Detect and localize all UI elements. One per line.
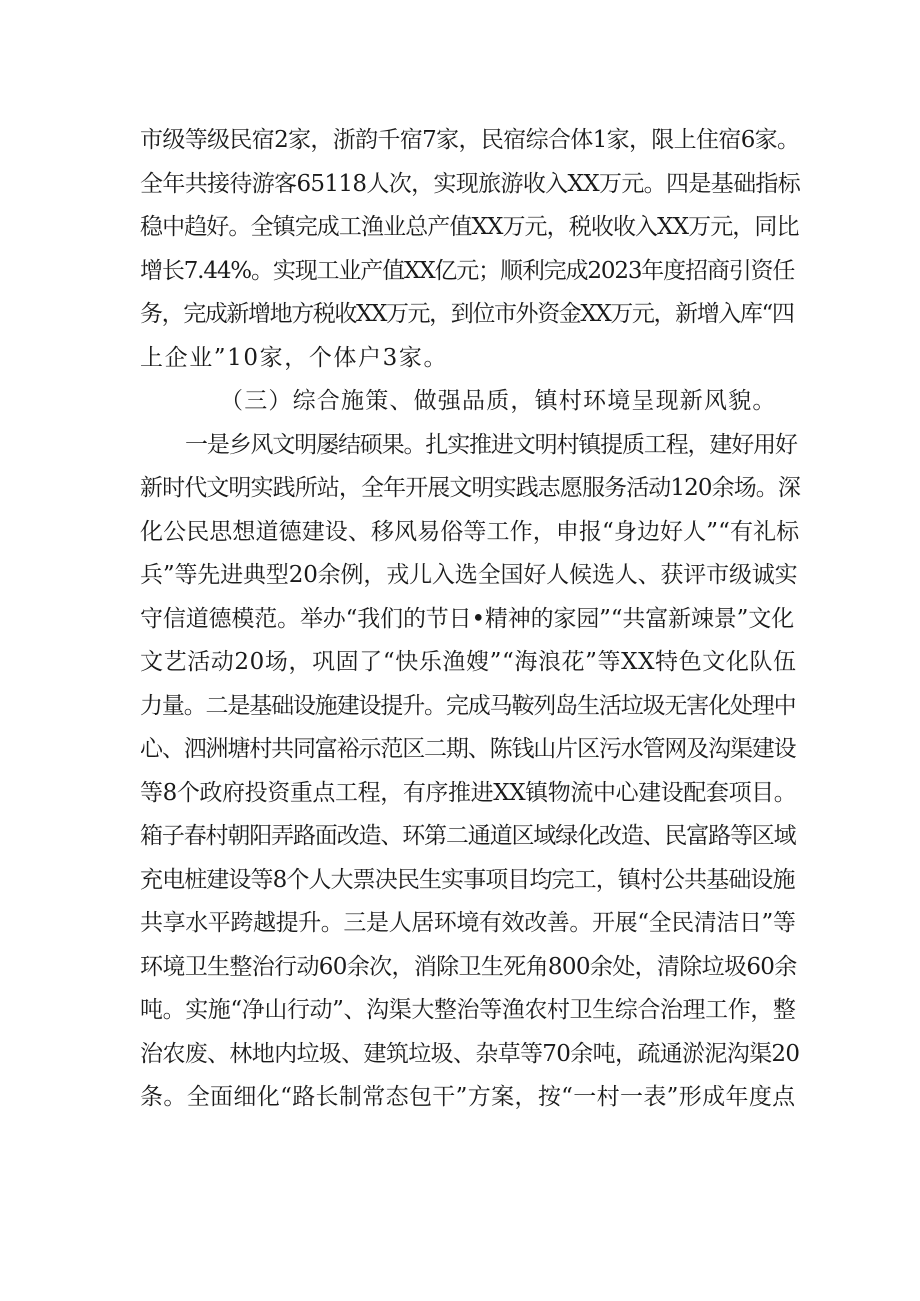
text-line: 兵”等先进典型20余例，戎儿入选全国好人候选人、获评市级诚实: [140, 562, 798, 588]
text-line: 条。全面细化“路长制常态包干”方案，按“一村一表”形成年度点: [140, 1084, 796, 1110]
text-line: 心、泗洲塘村共同富裕示范区二期、陈钱山片区污水管网及沟渠建设: [140, 736, 796, 762]
text-line: 箱子春村朝阳弄路面改造、环第二通道区域绿化改造、民富路等区域: [140, 823, 796, 849]
text-line: 共享水平跨越提升。三是人居环境有效改善。开展“全民清洁日”等: [140, 910, 796, 936]
text-line: 充电桩建设等8个人大票决民生实事项目均完工，镇村公共基础设施: [140, 867, 795, 893]
paragraph-first-line: 一是乡风文明屡结硕果。扎实推进文明村镇提质工程，建好用好: [185, 432, 797, 458]
text-line: 市级等级民宿2家，浙韵千宿7家，民宿综合体1家，限上住宿6家。: [140, 127, 800, 153]
text-line: 治农废、林地内垃圾、建筑垃圾、杂草等70余吨，疏通淤泥沟渠20: [140, 1041, 800, 1067]
text-line: 增长7.44%。实现工业产值XX亿元；顺利完成2023年度招商引资任: [140, 258, 795, 284]
text-line: 守信道德模范。举办“我们的节日•精神的家园”“共富新竦景”文化: [140, 606, 794, 632]
section-heading: （三）综合施策、做强品质，镇村环境呈现新风貌。: [220, 388, 777, 414]
text-line: 新时代文明实践所站，全年开展文明实践志愿服务活动120余场。深: [140, 475, 801, 501]
text-line: 吨。实施“净山行动”、沟渠大整治等渔农村卫生综合治理工作，整: [140, 997, 796, 1023]
text-line: 环境卫生整治行动60余次，消除卫生死角800余处，清除垃圾60余: [140, 954, 797, 980]
text-line: 文艺活动20场，巩固了“快乐渔嫂”“海浪花”等XX特色文化队伍: [140, 649, 797, 675]
text-line: 力量。二是基础设施建设提升。完成马鞍列岛生活垃圾无害化处理中: [140, 693, 796, 719]
text-line: 等8个政府投资重点工程，有序推进XX镇物流中心建设配套项目。: [140, 780, 797, 806]
text-line: 全年共接待游客65118人次，实现旅游收入XX万元。四是基础指标: [140, 171, 801, 197]
text-line: 务，完成新增地方税收XX万元，到位市外资金XX万元，新增入库“四: [140, 301, 794, 327]
text-line: 上企业”10家，个体户3家。: [140, 345, 449, 371]
text-line: 稳中趋好。全镇完成工渔业总产值XX万元，税收收入XX万元，同比: [140, 214, 799, 240]
text-line: 化公民思想道德建设、移风易俗等工作，申报“身边好人”“有礼标: [140, 519, 800, 545]
